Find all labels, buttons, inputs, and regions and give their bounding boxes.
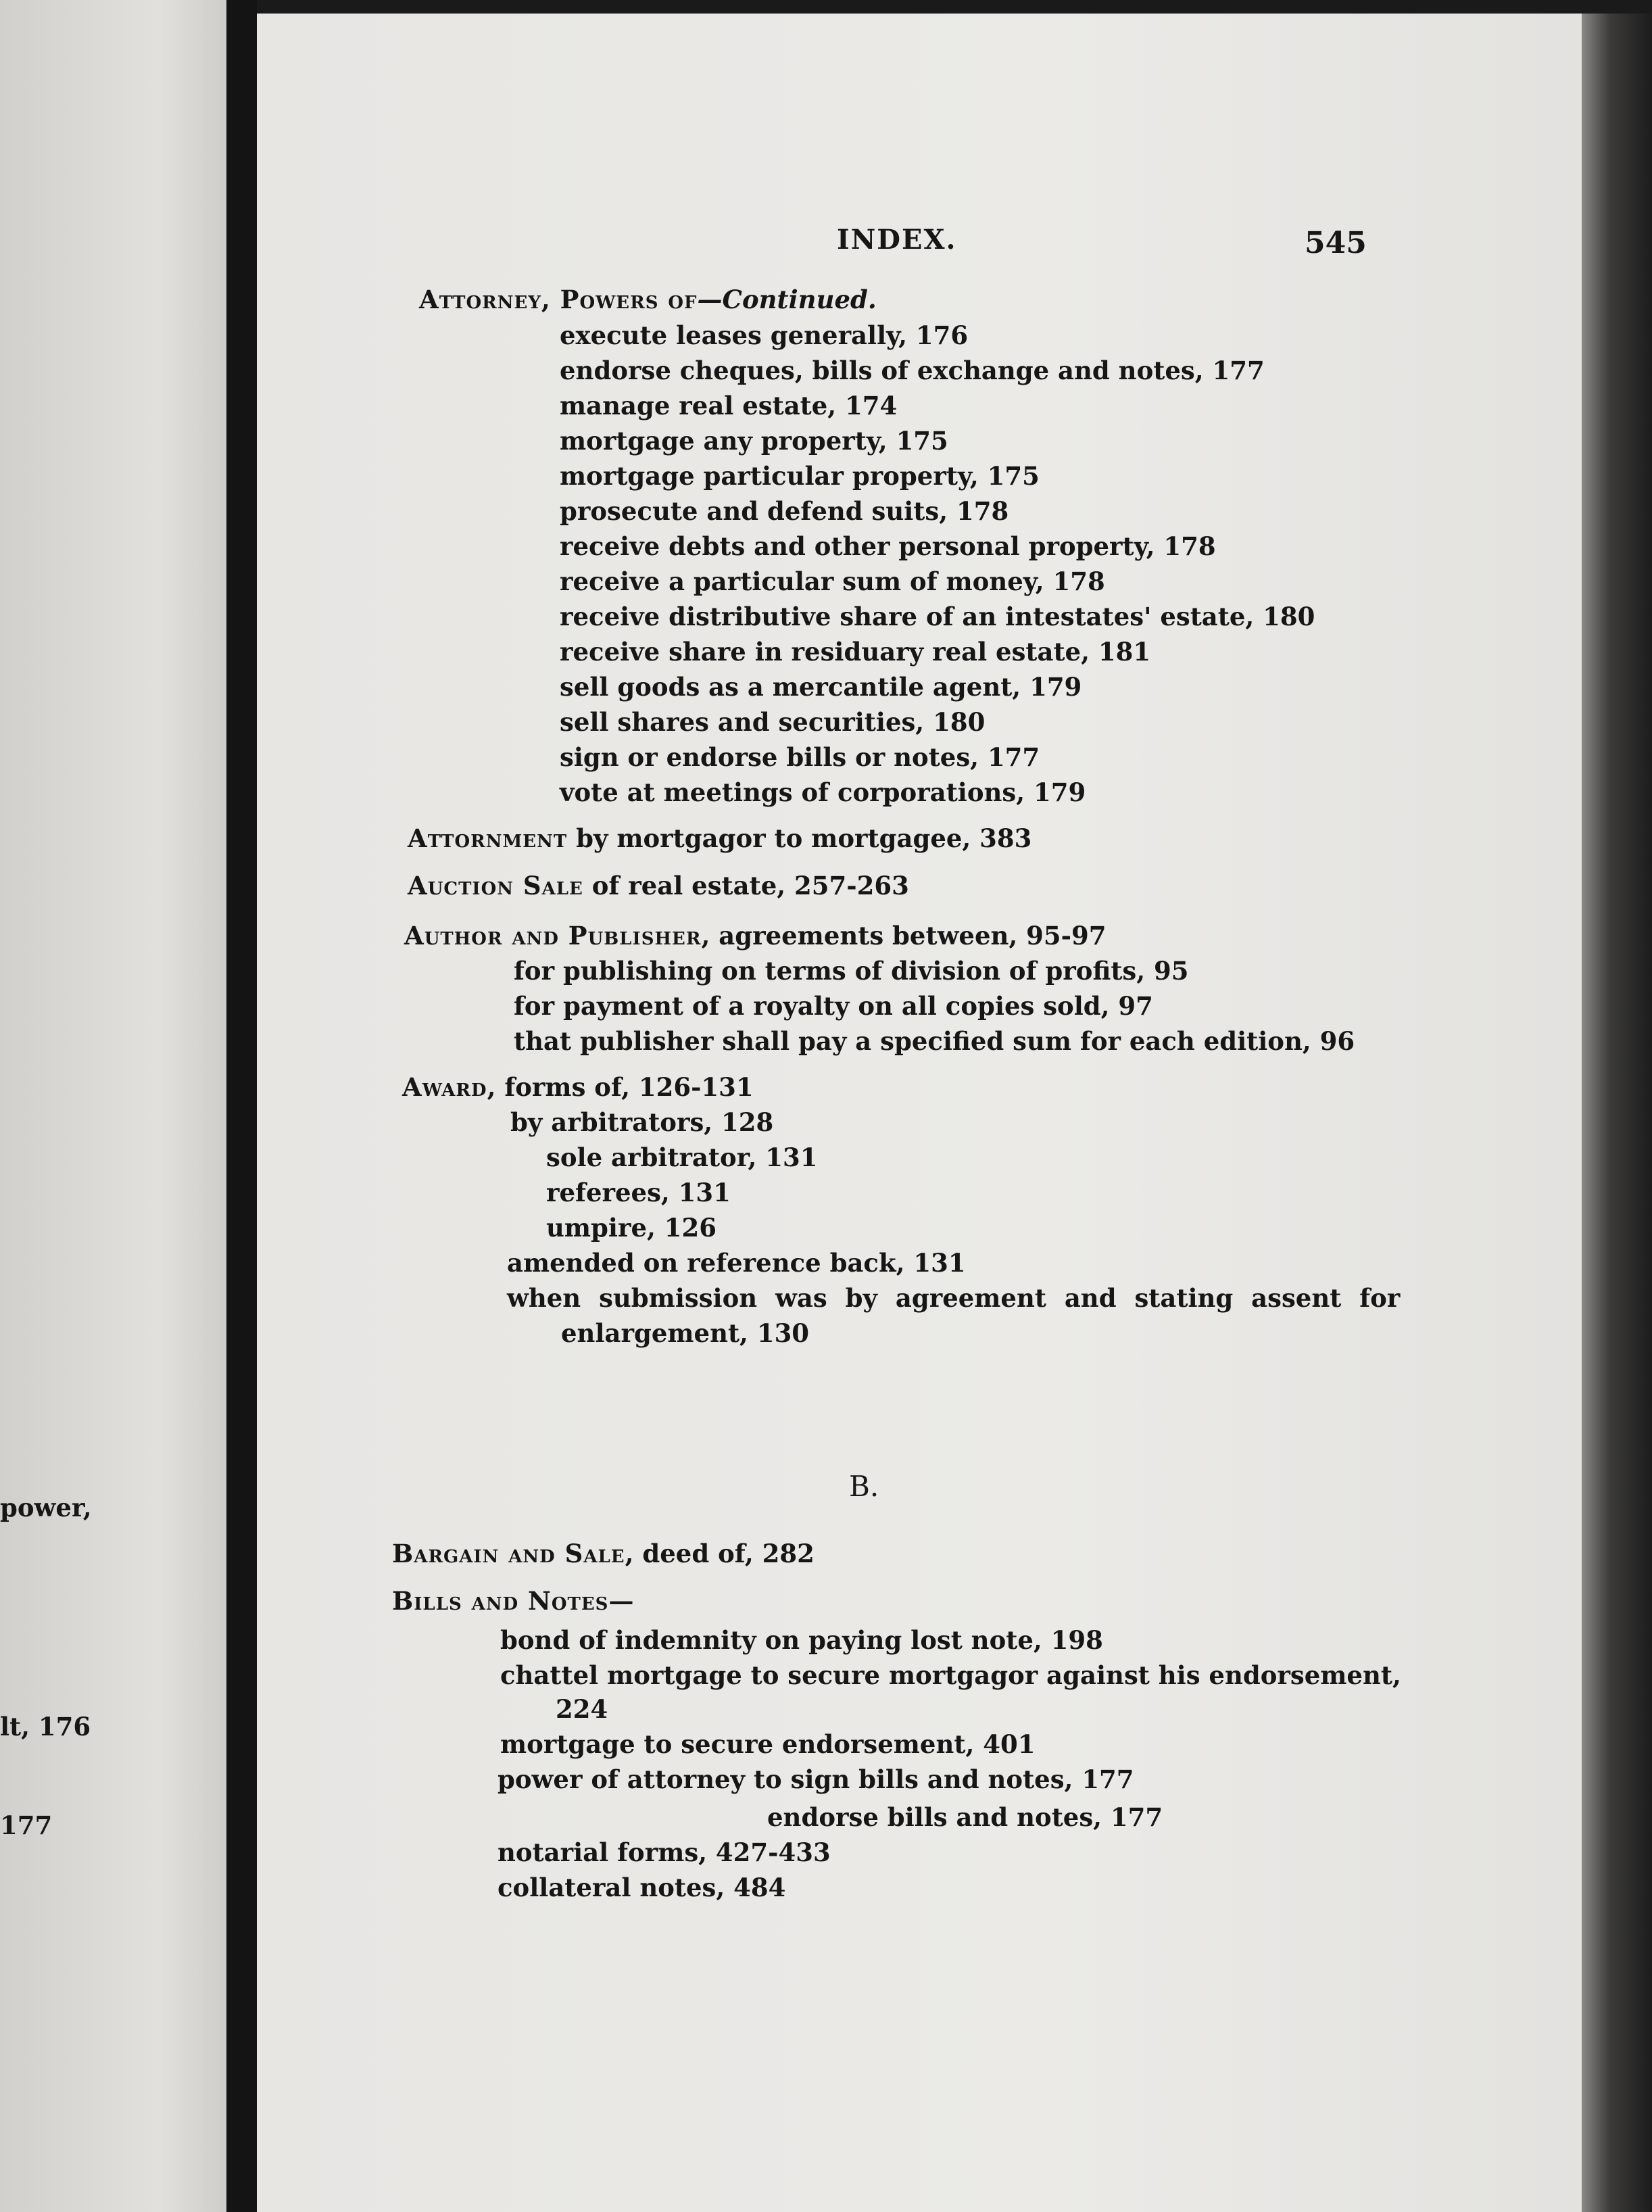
index-entry-author-publisher (404, 921, 1107, 951)
sub-entry: receive share in residuary real estate, 181 (560, 637, 1151, 667)
sub-entry: power of attorney to sign bills and notes, 177 (497, 1764, 1134, 1794)
page-number: 545 (1305, 226, 1367, 260)
entry-text: , forms of, 126-131 (487, 1072, 754, 1102)
continued-label: —Continued. (697, 285, 877, 314)
sub-entry-continuation: endorse bills and notes, 177 (767, 1802, 1163, 1832)
entry-text: , agreements between, 95-97 (701, 921, 1107, 951)
sub-entry: sell goods as a mercantile agent, 179 (560, 672, 1082, 702)
sub-entry-continuation: enlargement, 130 (561, 1318, 810, 1348)
entry-head: Author and Publisher (404, 921, 702, 951)
sub-entry: for publishing on terms of division of profits, 95 (514, 956, 1189, 986)
entry-head: Auction Sale (408, 871, 583, 900)
entry-head: Bills and Notes (392, 1586, 609, 1616)
entry-head: Bargain and Sale (392, 1539, 625, 1568)
sub-entry: receive debts and other personal property, 178 (560, 531, 1216, 561)
sub-entry: for payment of a royalty on all copies sold, 97 (514, 991, 1153, 1021)
sub-sub-entry: referees, 131 (546, 1178, 731, 1207)
sub-entry: receive a particular sum of money, 178 (560, 567, 1105, 596)
entry-head: Attornment (408, 823, 568, 853)
sub-sub-entry: umpire, 126 (546, 1213, 717, 1243)
left-page-fragment: power, (0, 1493, 92, 1522)
sub-entry: amended on reference back, 131 (507, 1248, 966, 1278)
sub-entry: sell shares and securities, 180 (560, 707, 986, 737)
entry-head: Award (402, 1072, 487, 1102)
left-page (0, 0, 226, 2212)
sub-entry-continuation: 224 (556, 1694, 608, 1724)
scan-border-top (257, 0, 1652, 14)
index-entry-bargain-sale (392, 1541, 815, 1566)
section-letter: B. (849, 1470, 879, 1503)
entry-dash: — (608, 1586, 634, 1616)
index-entry-auction-sale (408, 873, 909, 898)
sub-entry: sign or endorse bills or notes, 177 (560, 742, 1040, 772)
left-page-fragment: 177 (0, 1810, 53, 1840)
index-entry-bills-notes (392, 1586, 634, 1616)
entry-text: , deed of, 282 (625, 1539, 815, 1568)
sub-entry: bond of indemnity on paying lost note, 198 (500, 1625, 1103, 1655)
entry-head: Attorney, Powers of (419, 285, 698, 314)
sub-sub-entry: sole arbitrator, 131 (546, 1143, 818, 1172)
sub-entry: receive distributive share of an intestates' estate, 180 (560, 602, 1315, 631)
sub-entry: by arbitrators, 128 (510, 1107, 774, 1137)
running-head: INDEX. (837, 224, 957, 256)
sub-entry: endorse cheques, bills of exchange and notes, 177 (560, 356, 1265, 385)
sub-entry: prosecute and defend suits, 178 (560, 496, 1009, 526)
page-edge-shadow (1582, 14, 1652, 2212)
book-gutter (226, 0, 257, 2212)
sub-entry: mortgage any property, 175 (560, 426, 948, 456)
index-entry-attorney-powers (419, 287, 877, 312)
sub-entry: mortgage particular property, 175 (560, 461, 1040, 491)
entry-text: of real estate, 257-263 (583, 871, 909, 900)
index-entry-attornment (408, 823, 1032, 853)
sub-entry: that publisher shall pay a specified sum for each edition, 96 (514, 1026, 1355, 1056)
left-page-fragment: lt, 176 (0, 1712, 91, 1741)
sub-entry: when submission was by agreement and stating assent for (507, 1283, 1401, 1313)
sub-entry: collateral notes, 484 (497, 1873, 786, 1902)
entry-text: by mortgagor to mortgagee, 383 (567, 823, 1032, 853)
index-entry-award (402, 1072, 754, 1102)
sub-entry: execute leases generally, 176 (560, 320, 969, 350)
sub-entry: chattel mortgage to secure mortgagor against his endorsement, (500, 1660, 1401, 1690)
sub-entry: manage real estate, 174 (560, 391, 898, 420)
sub-entry: notarial forms, 427-433 (497, 1837, 831, 1867)
sub-entry: mortgage to secure endorsement, 401 (500, 1729, 1036, 1759)
sub-entry: vote at meetings of corporations, 179 (560, 777, 1086, 807)
